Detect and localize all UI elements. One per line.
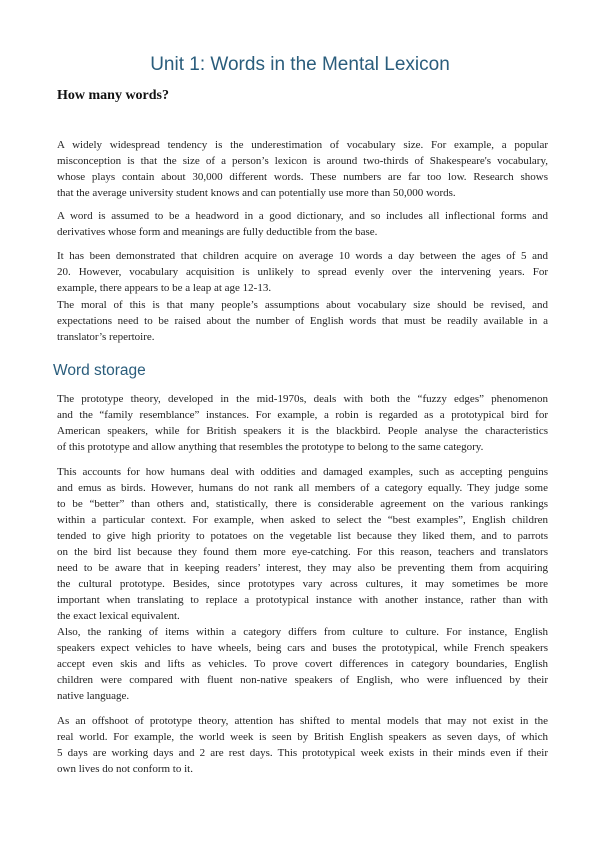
paragraph <box>57 248 548 296</box>
text-line: A widely widespread tendency is the underestimation of vocabulary size. For example, a popular <box>57 139 548 151</box>
text-line: and the “family resemblance” instances. For example, a robin is regarded as a prototypical bird for <box>57 409 548 421</box>
text-line: the cultural prototype. Besides, since prototypes vary across cultures, it may sometimes be more <box>57 578 548 590</box>
section-heading-how-many-words: How many words? <box>57 88 170 103</box>
text-line: important when translating to replace a prototypical instance with another instance, rather than with <box>57 594 548 606</box>
paragraph <box>57 713 548 777</box>
text-line: speakers expect vehicles to have wheels, being cars and buses the prototypical, while French speakers <box>57 642 548 654</box>
text-line: The moral of this is that many people’s assumptions about vocabulary size should be revised, and <box>57 299 548 311</box>
paragraph <box>57 297 548 345</box>
document-title: Unit 1: Words in the Mental Lexicon <box>150 54 450 75</box>
text-line: to be “better” than others and, statistically, there is considerable agreement on the various rankings <box>57 498 548 510</box>
section-heading-word-storage: Word storage <box>53 362 146 379</box>
text-line: Also, the ranking of items within a category differs from culture to culture. For instance, English <box>57 626 548 638</box>
text-line: whose plays contain about 30,000 different words. These numbers are far too low. Research shows <box>57 171 548 183</box>
text-line: real world. For example, the world week is seen by British English speakers as seven days, of which <box>57 731 548 743</box>
paragraph <box>57 624 548 704</box>
text-line: example, there appears to be a leap at age 12-13. <box>57 282 272 294</box>
text-line: The prototype theory, developed in the mid-1970s, deals with both the “fuzzy edges” phenomenon <box>57 393 548 405</box>
text-line: need to be aware that in keeping readers’ interest, they may also be preventing them from acquiring <box>57 562 548 574</box>
paragraph <box>57 208 548 240</box>
text-line: This accounts for how humans deal with oddities and damaged examples, such as accepting penguins <box>57 466 548 478</box>
text-line: within a particular context. For example, when asked to select the “best examples”, English children <box>57 514 548 526</box>
text-line: American speakers, while for British speakers it is the blackbird. People analyse the characteristics <box>57 425 548 437</box>
text-line: and emus as birds. However, humans do not rank all members of a category equally. They judge some <box>57 482 548 494</box>
text-line: A word is assumed to be a headword in a good dictionary, and so includes all inflectional forms and <box>57 210 548 222</box>
text-line: translator’s repertoire. <box>57 331 155 343</box>
text-line: derivatives whose form and meanings are fully deductible from the base. <box>57 226 378 238</box>
text-line: own lives do not conform to it. <box>57 763 193 775</box>
text-line: accept even skis and lifts as vehicles. To prove covert differences in category boundaries, English <box>57 658 548 670</box>
text-line: tended to give high priority to potatoes on the vegetable list because they liked them, and to parrots <box>57 530 548 542</box>
text-line: of this prototype and allow anything that resembles the prototype to belong to the same category. <box>57 441 484 453</box>
text-line: 5 days are working days and 2 are rest days. This prototypical week exists in their minds even if their <box>57 747 548 759</box>
text-line: children were compared with fluent non-native speakers of English, who were influenced by their <box>57 674 548 686</box>
text-line: misconception is that the size of a person’s lexicon is around two-thirds of Shakespeare's vocabulary, <box>57 155 548 167</box>
text-line: expectations need to be raised about the number of English words that must be readily available in a <box>57 315 548 327</box>
text-line: 20. However, vocabulary acquisition is unlikely to spread evenly over the intervening years. For <box>57 266 548 278</box>
text-line: As an offshoot of prototype theory, attention has shifted to mental models that may not exist in the <box>57 715 548 727</box>
text-line: It has been demonstrated that children acquire on average 10 words a day between the ages of 5 and <box>57 250 548 262</box>
text-line: that the average university student knows and can potentially use more than 50,000 words. <box>57 187 456 199</box>
paragraph <box>57 464 548 624</box>
paragraph <box>57 391 548 455</box>
text-line: the exact lexical equivalent. <box>57 610 180 622</box>
text-line: native language. <box>57 690 130 702</box>
paragraph <box>57 137 548 201</box>
text-line: on the bird list because they found them more eye-catching. For this reason, teachers and translators <box>57 546 548 558</box>
